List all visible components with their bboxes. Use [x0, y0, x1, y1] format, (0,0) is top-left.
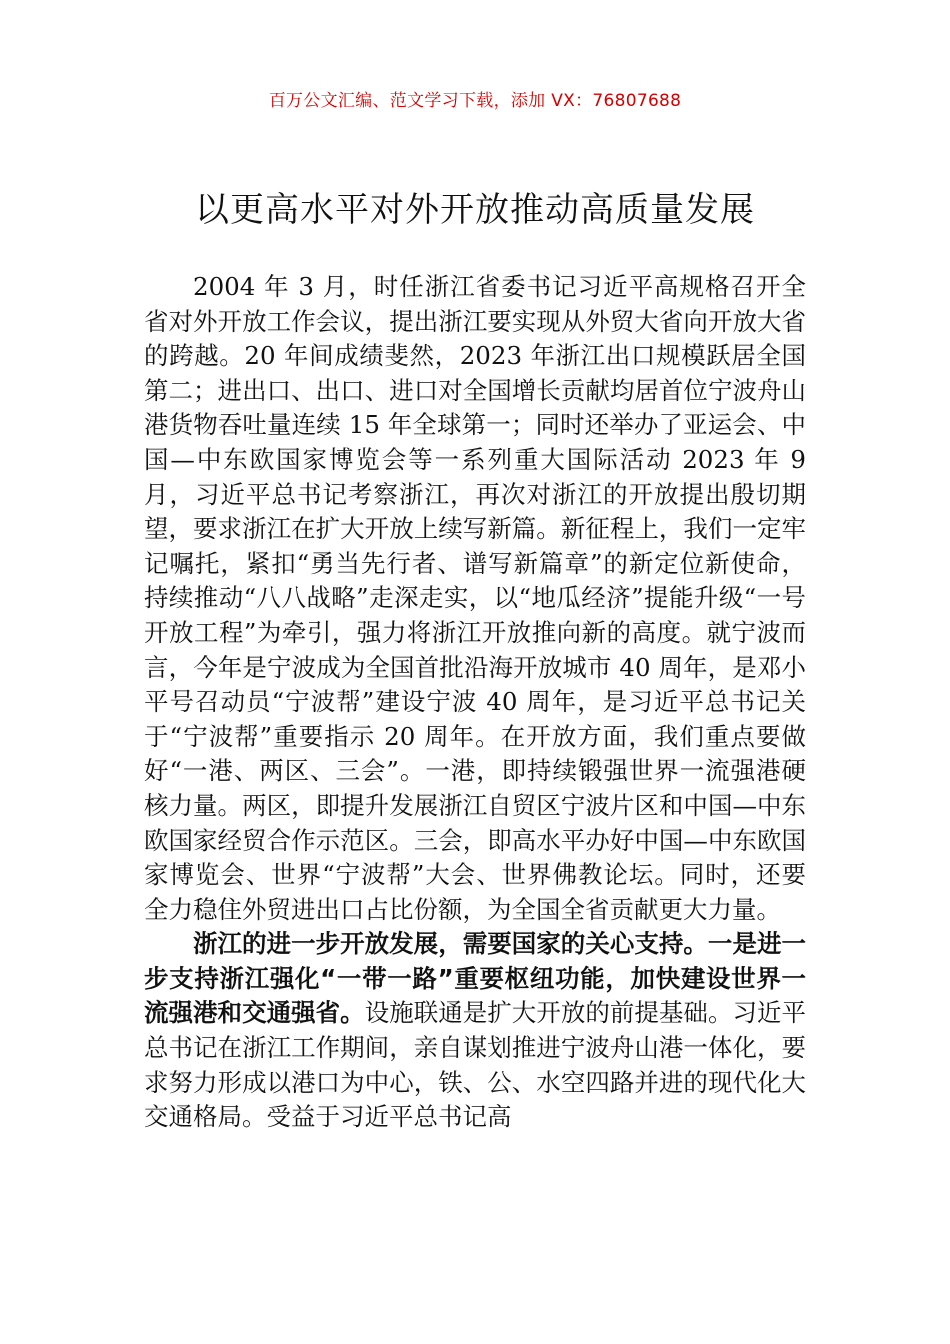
document-body [144, 270, 806, 1135]
paragraph-2-body: 设施联通是扩大开放的前提基础。习近平总书记在浙江工作期间，亲自谋划推进宁波舟山港一体化，要求努力形成以港口为中心，铁、公、水空四路并进的现代化大交通格局。受益于习近平总书记高 [144, 998, 807, 1132]
header-watermark-note: 百万公文汇编、范文学习下载，添加 VX：76807688 [268, 91, 682, 111]
paragraph-1: 2004 年 3 月，时任浙江省委书记习近平高规格召开全省对外开放工作会议，提出浙江要实现从外贸大省向开放大省的跨越。20 年间成绩斐然，2023 年浙江出口规模跃居全国第二；进出口、出口、进口对全国增长贡献均居首位宁波舟山港货物吞吐量连续 15 年全球第一；同时还举办了亚运会、中国—中东欧国家博览会等一系列重大国际活动 2023 年 9 月，习近平总书记考察浙江，再次对浙江的开放提出殷切期望，要求浙江在扩大开放上续写新篇。新征程上，我们一定牢记嘱托，紧扣“勇当先行者、谱写新篇章”的新定位新使命，持续推动“八八战略”走深走实，以“地瓜经济”提能升级“一号开放工程”为牵引，强力将浙江开放推向新的高度。就宁波而言，今年是宁波成为全国首批沿海开放城市 40 周年，是邓小平号召动员“宁波帮”建设宁波 40 周年，是习近平总书记关于“宁波帮”重要指示 20 周年。在开放方面，我们重点要做好“一港、两区、三会”。一港，即持续锻强世界一流强港硬核力量。两区，即提升发展浙江自贸区宁波片区和中国—中东欧国家经贸合作示范区。三会，即高水平办好中国—中东欧国家博览会、世界“宁波帮”大会、世界佛教论坛。同时，还要全力稳住外贸进出口占比份额，为全国全省贡献更大力量。 [144, 272, 806, 924]
document-title: 以更高水平对外开放推动高质量发展 [195, 190, 755, 230]
paragraph-2-bold-lead: 浙江的进一步开放发展，需要国家的关心支持。一是进一步支持浙江强化“一带一路”重要枢纽功能，加快建设世界一流强港和交通强省。 [144, 929, 806, 1028]
paragraph-2 [144, 927, 806, 1135]
